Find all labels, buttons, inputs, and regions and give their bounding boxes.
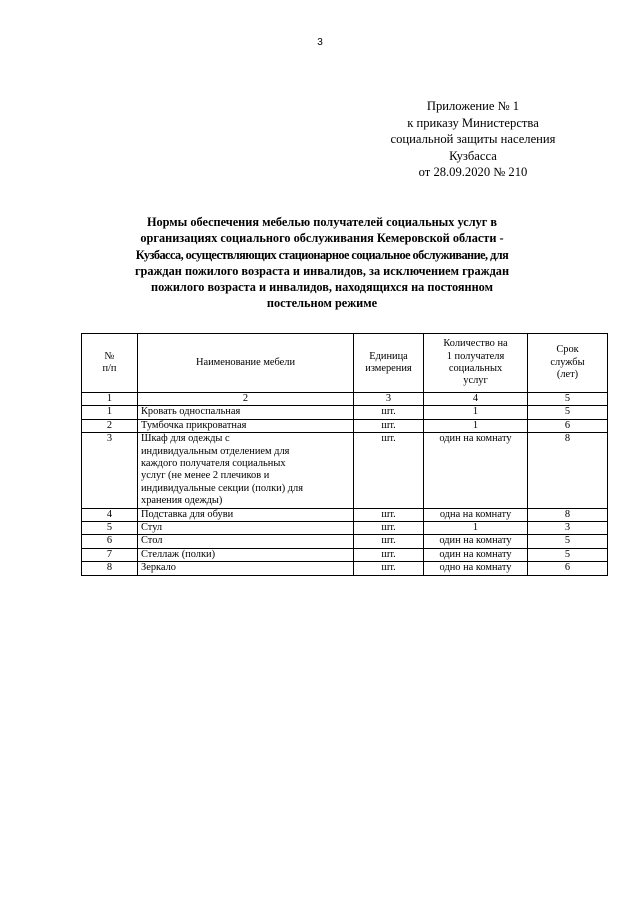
cell-name [138, 508, 354, 521]
cell-num: 4 [82, 508, 138, 521]
cell-name [138, 535, 354, 548]
cell-name [138, 406, 354, 419]
cell-qty: одна на комнату [424, 508, 528, 521]
cell-qty: одно на комнату [424, 562, 528, 575]
column-number: 1 [82, 393, 138, 406]
cell-name [138, 433, 354, 508]
cell-name-line: Кровать односпальная [141, 406, 241, 418]
cell-qty: 1 [424, 406, 528, 419]
cell-term: 5 [528, 535, 608, 548]
cell-num: 3 [82, 433, 138, 508]
cell-qty: 1 [424, 419, 528, 432]
furniture-norms-table [81, 333, 608, 576]
table-row [82, 406, 608, 419]
cell-name [138, 548, 354, 561]
cell-name [138, 419, 354, 432]
cell-num: 5 [82, 522, 138, 535]
cell-qty: один на комнату [424, 433, 528, 508]
column-number: 2 [138, 393, 354, 406]
cell-name-line: Стеллаж (полки) [141, 548, 216, 560]
header-name: Наименование мебели [138, 334, 354, 393]
table-row [82, 419, 608, 432]
cell-num: 1 [82, 406, 138, 419]
title-line: постельном режиме [266, 296, 378, 311]
cell-unit: шт. [354, 419, 424, 432]
cell-term: 5 [528, 548, 608, 561]
column-number: 3 [354, 393, 424, 406]
cell-name [138, 562, 354, 575]
cell-num: 2 [82, 419, 138, 432]
cell-term: 3 [528, 522, 608, 535]
cell-unit: шт. [354, 508, 424, 521]
cell-name-line: Подставка для обуви [141, 508, 234, 520]
document-title [80, 214, 564, 312]
header-term: Срок службы (лет) [528, 334, 608, 393]
header-unit: Единица измерения [354, 334, 424, 393]
cell-name-line: Стол [141, 535, 163, 547]
appendix-line: к приказу Министерства [407, 115, 539, 130]
title-line: Кузбасса, осуществляющих стационарное социальное обслуживание, для [135, 247, 509, 262]
cell-name-line: каждого получателя социальных [141, 458, 286, 470]
cell-name-line: индивидуальные секции (полки) для [141, 482, 304, 494]
cell-unit: шт. [354, 562, 424, 575]
cell-num: 8 [82, 562, 138, 575]
table-row [82, 548, 608, 561]
table-row [82, 508, 608, 521]
appendix-line: от 28.09.2020 № 210 [418, 165, 528, 179]
cell-unit: шт. [354, 522, 424, 535]
header-qty: Количество на 1 получателя социальных услуг [424, 334, 528, 393]
appendix-block [368, 98, 578, 181]
cell-qty: один на комнату [424, 548, 528, 561]
cell-name-line: Тумбочка прикроватная [141, 419, 247, 431]
title-line: граждан пожилого возраста и инвалидов, за исключением граждан [134, 263, 510, 278]
cell-term: 6 [528, 562, 608, 575]
cell-unit: шт. [354, 433, 424, 508]
cell-term: 8 [528, 508, 608, 521]
table-row [82, 535, 608, 548]
cell-term: 8 [528, 433, 608, 508]
appendix-line: Кузбасса [449, 148, 497, 163]
page-number: 3 [317, 37, 323, 48]
cell-name-line: хранения одежды) [141, 495, 223, 507]
cell-name-line: индивидуальным отделением для [141, 445, 290, 457]
cell-num: 6 [82, 535, 138, 548]
cell-term: 5 [528, 406, 608, 419]
header-num: № п/п [82, 334, 138, 393]
table-row [82, 433, 608, 508]
column-number: 4 [424, 393, 528, 406]
cell-unit: шт. [354, 406, 424, 419]
table-row [82, 562, 608, 575]
cell-term: 6 [528, 419, 608, 432]
title-line: организациях социального обслуживания Кемеровской области - [140, 231, 504, 246]
table-row [82, 522, 608, 535]
cell-num: 7 [82, 548, 138, 561]
cell-name [138, 522, 354, 535]
appendix-line: Приложение № 1 [426, 99, 520, 113]
title-line: пожилого возраста и инвалидов, находящихся на постоянном [151, 280, 493, 295]
cell-unit: шт. [354, 548, 424, 561]
cell-name-line: Шкаф для одежды с [141, 433, 230, 445]
title-line: Нормы обеспечения мебелью получателей социальных услуг в [146, 215, 498, 229]
column-number: 5 [528, 393, 608, 406]
cell-name-line: услуг (не менее 2 плечиков и [141, 470, 270, 482]
cell-qty: один на комнату [424, 535, 528, 548]
column-number-row [82, 393, 608, 406]
cell-name-line: Зеркало [141, 562, 176, 574]
table-header-row [82, 334, 608, 393]
appendix-line: социальной защиты населения [390, 132, 556, 146]
cell-name-line: Стул [141, 522, 163, 534]
cell-qty: 1 [424, 522, 528, 535]
cell-unit: шт. [354, 535, 424, 548]
